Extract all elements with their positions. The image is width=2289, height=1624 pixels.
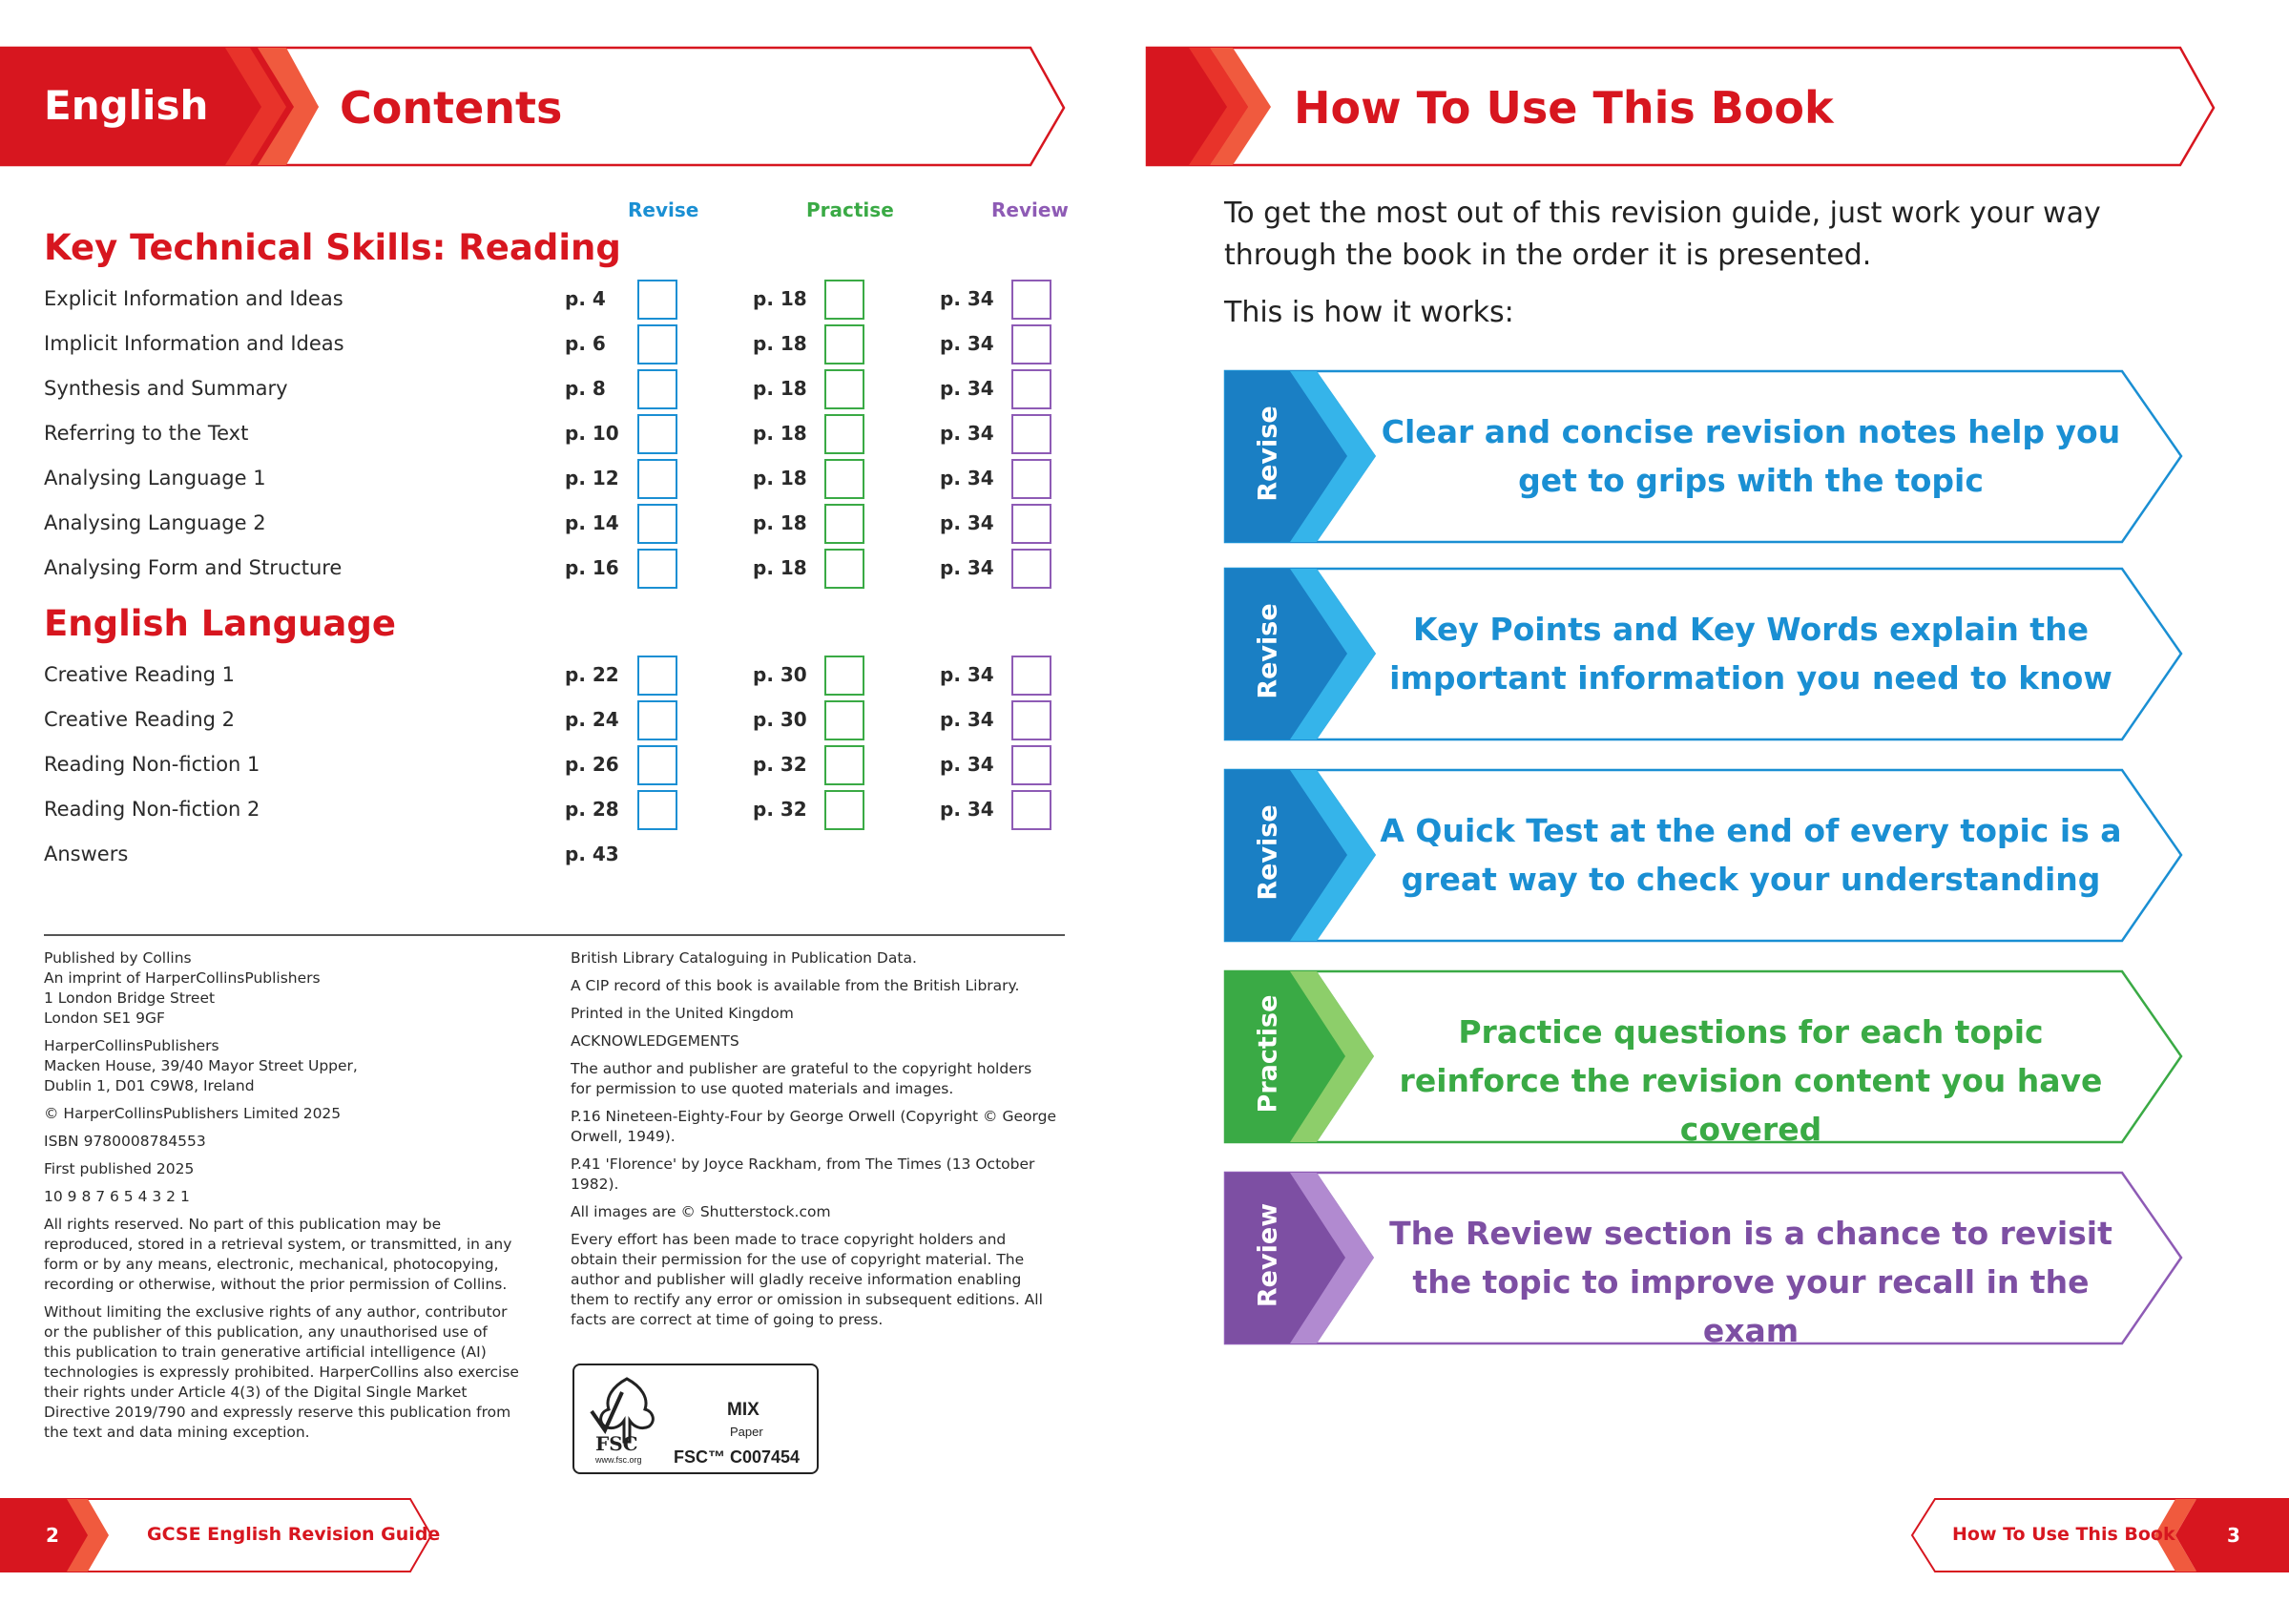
first-published: First published 2025	[44, 1160, 195, 1177]
topic-label: Synthesis and Summary	[44, 377, 288, 400]
acknowledgements-heading: ACKNOWLEDGEMENTS	[571, 1032, 739, 1050]
section-title-reading: Key Technical Skills: Reading	[44, 227, 621, 268]
topic-label: Creative Reading 1	[44, 663, 235, 686]
topic-label: Answers	[44, 843, 129, 865]
topic-label: Reading Non-fiction 1	[44, 753, 260, 776]
review-page: p. 34	[940, 332, 994, 355]
ai-notice: Without limiting the exclusive rights of any author, contributor or the publisher of this publication, any unauthorised use of this publication to train generative artificial intelligence (AI) technologies is expressly prohibited. HarperCollins also exercise their rights under Article 4(3) of the Digital Single Market Directive 2019/790 and expressly reserve this publication from the text and data mining exception.	[44, 1303, 519, 1441]
revise-page: p. 4	[565, 287, 606, 310]
fsc-mix: MIX	[727, 1400, 760, 1420]
right-page-title: How To Use This Book	[1294, 82, 1834, 134]
right-footer-title: How To Use This Book	[1952, 1524, 2175, 1545]
review-page: p. 34	[940, 287, 994, 310]
topic-label: Analysing Language 1	[44, 467, 266, 489]
col-head-review: Review	[991, 198, 1069, 221]
step-text: The Review section is a chance to revisit the topic to improve your recall in the exam	[1389, 1215, 2112, 1349]
review-page: p. 34	[940, 556, 994, 579]
practise-page: p. 30	[753, 708, 807, 731]
cip-record: A CIP record of this book is available from the British Library.	[571, 977, 1020, 994]
practise-page: p. 18	[753, 467, 807, 489]
copyright-line: © HarperCollinsPublishers Limited 2025	[44, 1105, 342, 1122]
left-page-number: 2	[46, 1524, 59, 1547]
review-page: p. 34	[940, 377, 994, 400]
cataloguing: British Library Cataloguing in Publication Data.	[571, 949, 917, 967]
topic-label: Implicit Information and Ideas	[44, 332, 344, 355]
practise-page: p. 32	[753, 753, 807, 776]
practise-page: p. 18	[753, 287, 807, 310]
revise-page: p. 43	[565, 843, 619, 865]
intro-text: To get the most out of this revision guide, just work your way through the book in the order it is presented.	[1224, 197, 2101, 272]
fsc-code: FSC™ C007454	[674, 1447, 801, 1467]
topic-label: Reading Non-fiction 2	[44, 798, 260, 821]
revise-page: p. 26	[565, 753, 619, 776]
revise-page: p. 10	[565, 422, 619, 445]
copyright-effort: Every effort has been made to trace copyright holders and obtain their permission for the use of copyright material. The author and publisher will gladly receive information enabling them to rectify any error or omission in subsequent editions. All facts are correct at time of going to press.	[571, 1231, 1043, 1328]
subject-label: English	[44, 82, 209, 129]
revise-page: p. 6	[565, 332, 606, 355]
fsc-url: www.fsc.org	[595, 1455, 642, 1465]
topic-label: Creative Reading 2	[44, 708, 235, 731]
left-footer-title: GCSE English Revision Guide	[147, 1524, 441, 1545]
review-page: p. 34	[940, 753, 994, 776]
publisher-address: Published by Collins An imprint of HarperCollinsPublishers 1 London Bridge Street London SE1 9GF	[44, 949, 321, 1027]
review-page: p. 34	[940, 663, 994, 686]
practise-page: p. 32	[753, 798, 807, 821]
rights-reserved: All rights reserved. No part of this publication may be reproduced, stored in a retrieval system, or transmitted, in any form or by any means, electronic, mechanical, photocopying, recording or otherwise, without the prior permission of Collins.	[44, 1216, 512, 1293]
section-title-language: English Language	[44, 603, 396, 644]
revise-page: p. 16	[565, 556, 619, 579]
step-label-revise: Revise	[1253, 603, 1283, 699]
review-page: p. 34	[940, 511, 994, 534]
practise-page: p. 18	[753, 377, 807, 400]
practise-page: p. 18	[753, 511, 807, 534]
review-page: p. 34	[940, 467, 994, 489]
practise-page: p. 18	[753, 556, 807, 579]
col-head-practise: Practise	[806, 198, 894, 221]
topic-label: Analysing Language 2	[44, 511, 266, 534]
fsc-mark: FSC	[595, 1432, 638, 1455]
review-page: p. 34	[940, 798, 994, 821]
step-text: Clear and concise revision notes help you get to grips with the topic	[1381, 413, 2121, 499]
practise-page: p. 18	[753, 332, 807, 355]
revise-page: p. 24	[565, 708, 619, 731]
images-credit: All images are © Shutterstock.com	[571, 1203, 831, 1220]
practise-page: p. 18	[753, 422, 807, 445]
intro-how-it-works: This is how it works:	[1224, 296, 1514, 329]
fsc-paper: Paper	[730, 1425, 763, 1439]
step-text: Key Points and Key Words explain the important information you need to know	[1389, 611, 2112, 697]
page-title: Contents	[340, 82, 563, 134]
florence-credit: P.41 'Florence' by Joyce Rackham, from The Times (13 October 1982).	[571, 1156, 1035, 1193]
topic-label: Explicit Information and Ideas	[44, 287, 343, 310]
topic-label: Analysing Form and Structure	[44, 556, 343, 579]
revise-page: p. 12	[565, 467, 619, 489]
review-page: p. 34	[940, 422, 994, 445]
print-line: 10 9 8 7 6 5 4 3 2 1	[44, 1188, 190, 1205]
revise-page: p. 14	[565, 511, 619, 534]
topic-label: Referring to the Text	[44, 422, 249, 445]
step-text: Practice questions for each topic reinforce the revision content you have covered	[1399, 1013, 2103, 1148]
publisher-ireland: HarperCollinsPublishers Macken House, 39/40 Mayor Street Upper, Dublin 1, D01 C9W8, Ireland	[44, 1037, 358, 1094]
printed-in: Printed in the United Kingdom	[571, 1005, 794, 1022]
revise-page: p. 8	[565, 377, 606, 400]
step-label-revise: Revise	[1253, 406, 1283, 502]
revise-page: p. 22	[565, 663, 619, 686]
isbn: ISBN 9780008784553	[44, 1133, 206, 1150]
step-label-revise: Revise	[1253, 804, 1283, 901]
step-label-practise: Practise	[1253, 994, 1283, 1114]
step-text: A Quick Test at the end of every topic is a great way to check your understanding	[1380, 812, 2122, 898]
right-footer-shape	[0, 1495, 2289, 1581]
right-page-number: 3	[2227, 1524, 2240, 1547]
step-label-review: Review	[1253, 1202, 1283, 1308]
practise-page: p. 30	[753, 663, 807, 686]
acknowledgements-text: The author and publisher are grateful to the copyright holders for permission to use quoted materials and images.	[571, 1060, 1032, 1097]
orwell-credit: P.16 Nineteen-Eighty-Four by George Orwell (Copyright © George Orwell, 1949).	[571, 1108, 1056, 1145]
col-head-revise: Revise	[628, 198, 699, 221]
revise-page: p. 28	[565, 798, 619, 821]
review-page: p. 34	[940, 708, 994, 731]
